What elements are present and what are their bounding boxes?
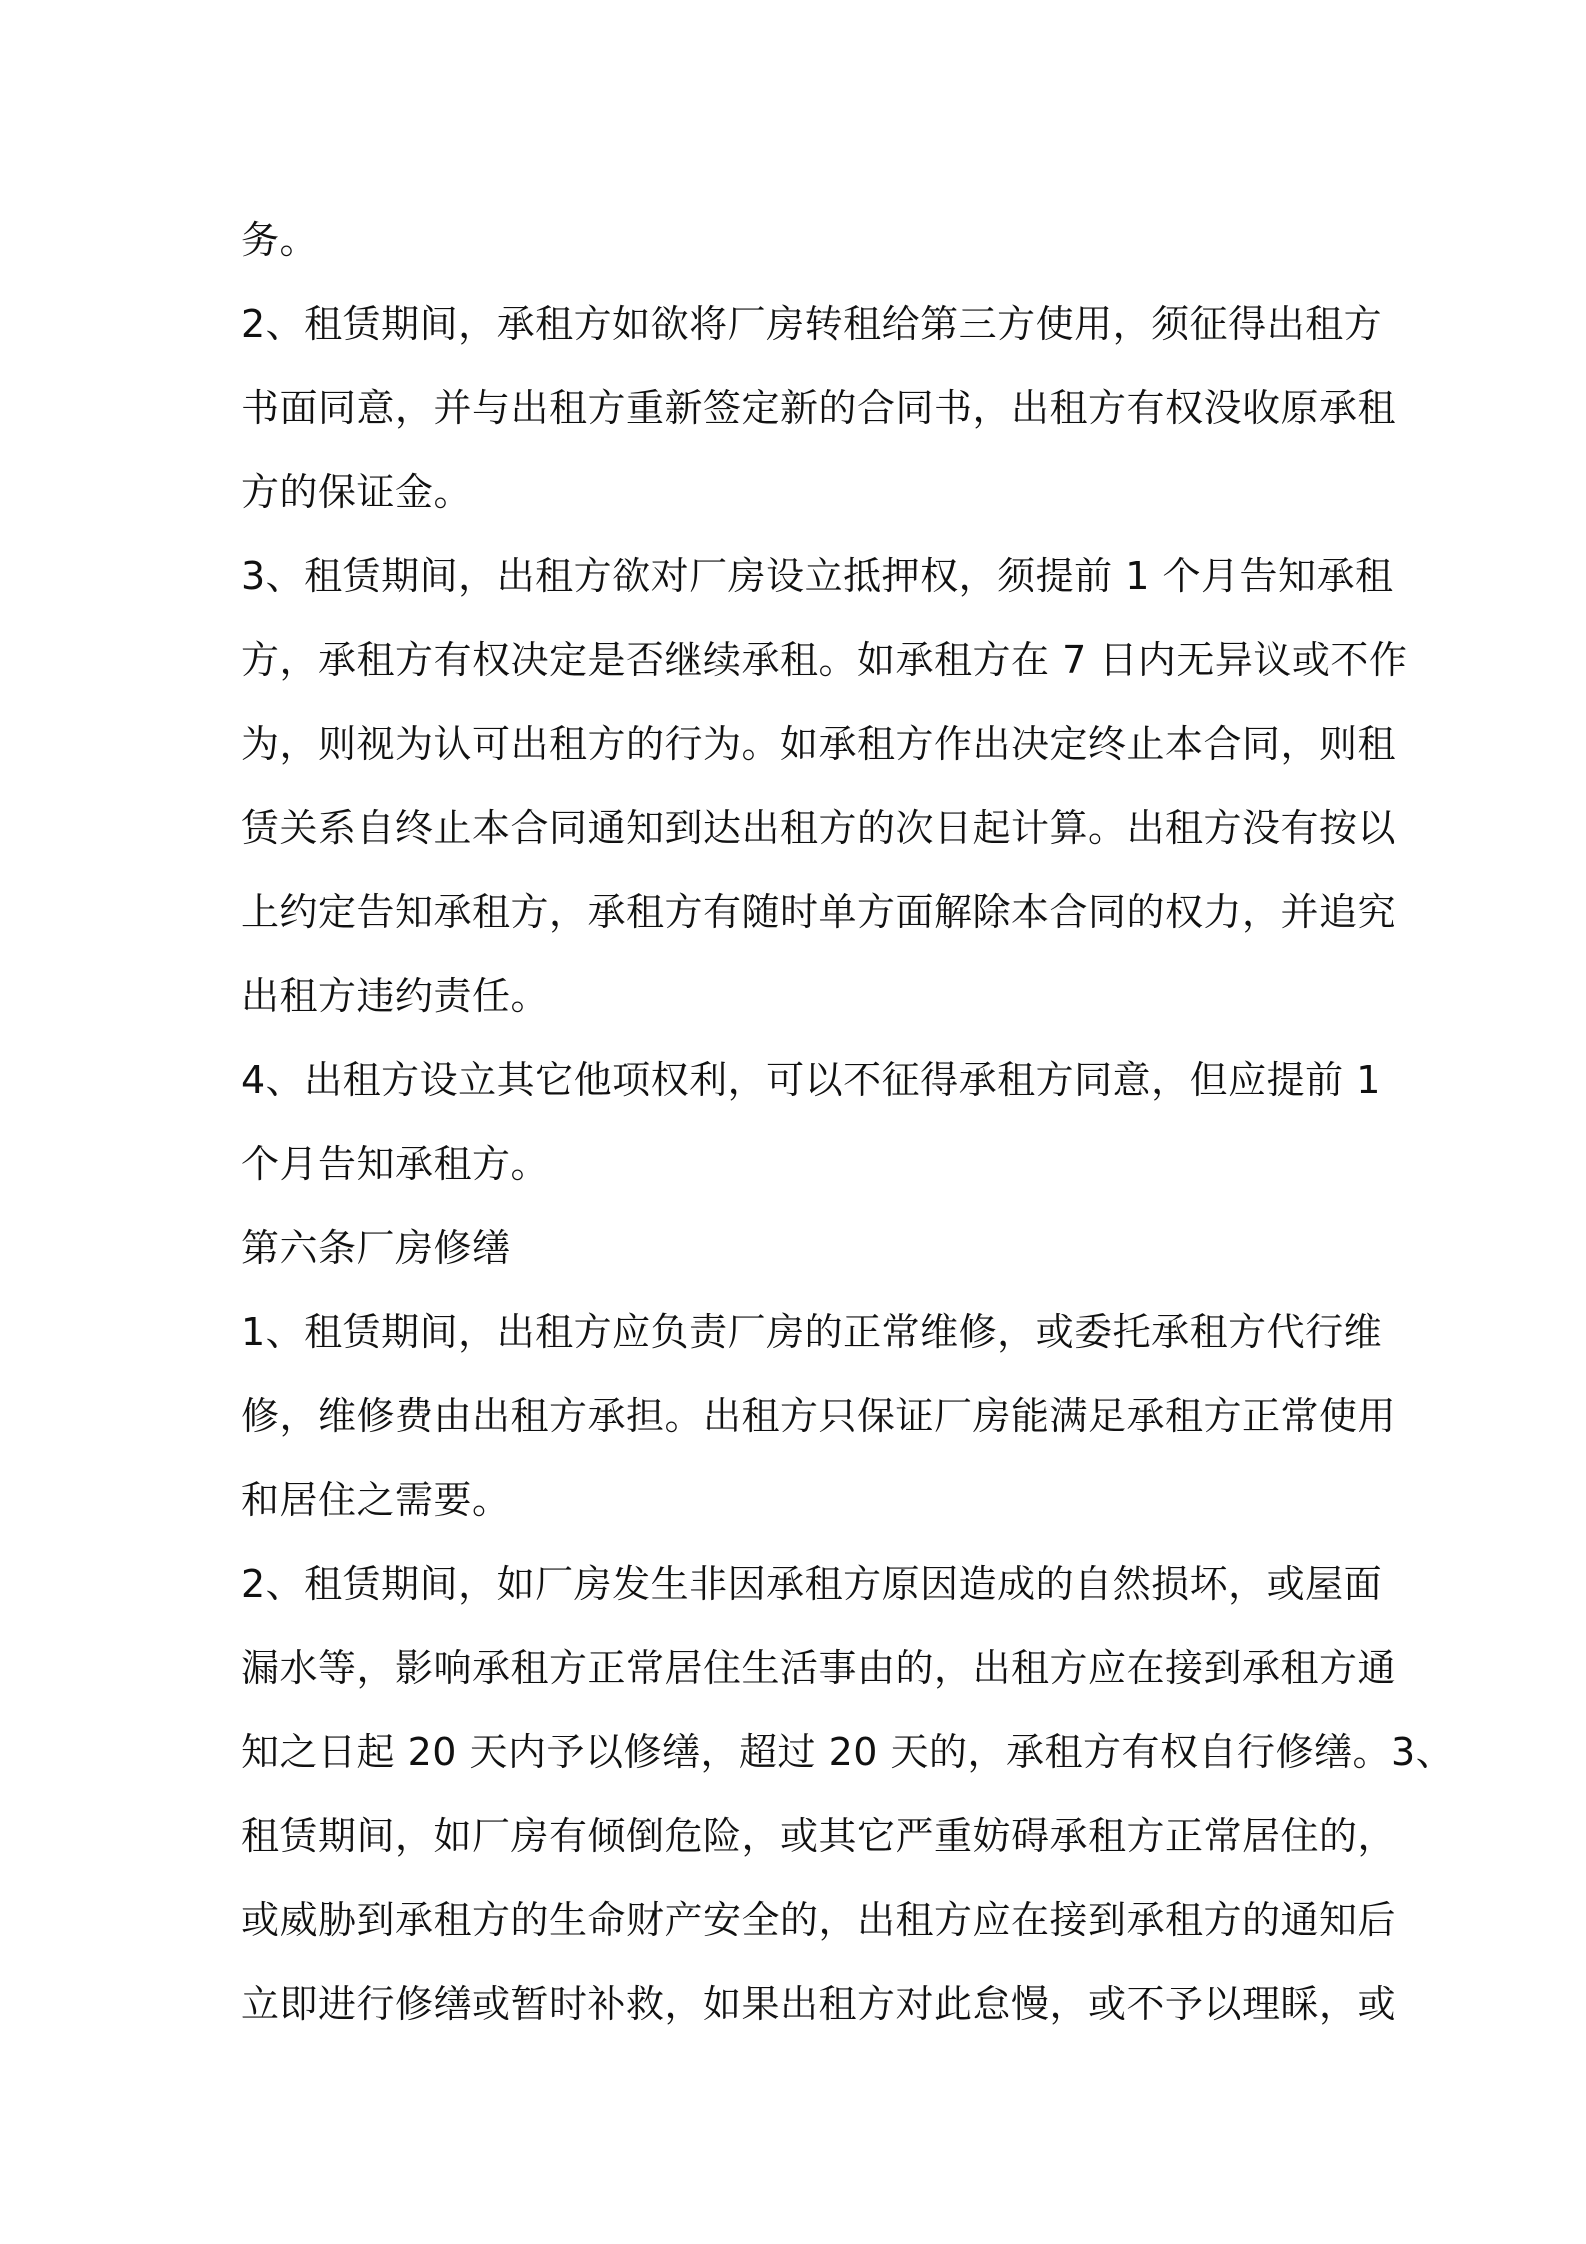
text-line: 为，则视为认可出租方的行为。如承租方作出决定终止本合同，则租: [241, 722, 1397, 766]
text-line: 3、租赁期间，出租方欲对厂房设立抵押权，须提前 1 个月告知承租: [241, 554, 1394, 598]
text-line: 漏水等，影响承租方正常居住生活事由的，出租方应在接到承租方通: [241, 1646, 1397, 1690]
section-heading: 第六条厂房修缮: [241, 1226, 511, 1270]
text-line: 2、租赁期间，承租方如欲将厂房转租给第三方使用，须征得出租方: [241, 302, 1383, 346]
text-line: 个月告知承租方。: [241, 1142, 550, 1186]
text-line: 方，承租方有权决定是否继续承租。如承租方在 7 日内无异议或不作: [241, 638, 1408, 682]
text-line: 租赁期间，如厂房有倾倒危险，或其它严重妨碍承租方正常居住的，: [241, 1814, 1397, 1858]
text-line: 赁关系自终止本合同通知到达出租方的次日起计算。出租方没有按以: [241, 806, 1397, 850]
text-line: 2、租赁期间，如厂房发生非因承租方原因造成的自然损坏，或屋面: [241, 1562, 1383, 1606]
text-line: 4、出租方设立其它他项权利，可以不征得承租方同意，但应提前 1: [241, 1058, 1381, 1102]
text-line: 立即进行修缮或暂时补救，如果出租方对此怠慢，或不予以理睬，或: [241, 1982, 1397, 2026]
text-line: 务。: [241, 218, 319, 262]
text-line: 出租方违约责任。: [241, 974, 550, 1018]
text-line: 修，维修费由出租方承担。出租方只保证厂房能满足承租方正常使用: [241, 1394, 1397, 1438]
text-line: 1、租赁期间，出租方应负责厂房的正常维修，或委托承租方代行维: [241, 1310, 1383, 1354]
text-line: 方的保证金。: [241, 470, 473, 514]
text-line: 知之日起 20 天内予以修缮，超过 20 天的，承租方有权自行修缮。3、: [241, 1730, 1455, 1774]
text-line: 或威胁到承租方的生命财产安全的，出租方应在接到承租方的通知后: [241, 1898, 1397, 1942]
document-page: [241, 198, 1455, 2046]
text-line: 上约定告知承租方，承租方有随时单方面解除本合同的权力，并追究: [241, 890, 1397, 934]
text-line: 书面同意，并与出租方重新签定新的合同书，出租方有权没收原承租: [241, 386, 1397, 430]
text-line: 和居住之需要。: [241, 1478, 511, 1522]
